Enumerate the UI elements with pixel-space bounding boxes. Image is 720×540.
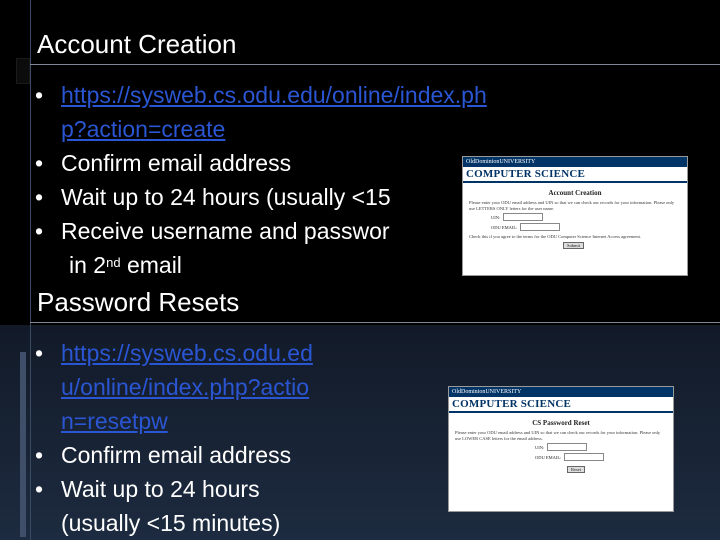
list-item	[35, 472, 313, 540]
uin-row: UIN:	[535, 443, 673, 451]
bullet-icon: •	[35, 476, 44, 502]
form-instructions: Please enter your ODU email address and UIN so that we can check our records for your information. Please only use LOWER CASE letters for the email address.	[455, 430, 661, 441]
uin-field	[547, 443, 587, 451]
list-item	[35, 180, 487, 214]
submit-row	[563, 242, 687, 249]
account-creation-list	[35, 78, 487, 282]
submit-row	[567, 466, 673, 473]
password-reset-screenshot	[448, 386, 674, 512]
form-heading: Account Creation	[548, 189, 602, 197]
account-create-link[interactable]: https://sysweb.cs.odu.edu/online/index.ph p?action=create	[61, 82, 487, 142]
list-item	[35, 438, 313, 472]
bullet-icon: •	[35, 184, 44, 210]
agreement-text: Check this if you agree to the terms for the ODU Computer Science Internet Access agreement.	[469, 234, 641, 239]
submit-button: Submit	[563, 242, 584, 249]
university-banner: OldDominionUNIVERSITY	[449, 387, 673, 397]
bullet-continuation: (usually <15 minutes)	[61, 510, 281, 536]
email-field	[520, 223, 560, 231]
vertical-divider	[30, 0, 31, 540]
email-field	[564, 453, 604, 461]
section-title-password-resets: Password Resets	[37, 287, 240, 317]
bullet-text: Receive username and passwor	[61, 218, 390, 244]
bullet-text: Confirm email address	[61, 150, 292, 176]
department-banner: COMPUTER SCIENCE	[449, 397, 673, 413]
title-underline	[30, 64, 720, 65]
university-banner: OldDominionUNIVERSITY	[463, 157, 687, 167]
section-title-account-creation: Account Creation	[37, 29, 237, 59]
department-banner: COMPUTER SCIENCE	[463, 167, 687, 183]
title-underline	[30, 322, 720, 323]
form-heading: CS Password Reset	[532, 419, 590, 427]
accent-square	[16, 58, 30, 84]
account-creation-screenshot	[462, 156, 688, 276]
bullet-continuation: in 2nd email	[69, 252, 182, 278]
email-row: ODU EMAIL:	[491, 223, 687, 231]
list-item	[35, 146, 487, 180]
email-row: ODU EMAIL:	[535, 453, 673, 461]
password-reset-link[interactable]: https://sysweb.cs.odu.ed u/online/index.php?actio n=resetpw	[61, 340, 313, 434]
list-item	[35, 336, 313, 438]
uin-row: UIN:	[491, 213, 687, 221]
reset-button: Reset	[567, 466, 585, 473]
bullet-text: Wait up to 24 hours	[61, 476, 260, 502]
form-instructions: Please enter your ODU email address and UIN so that we can check our records for your information. Please only use LETTERS ONLY letters for the user name.	[469, 200, 675, 211]
accent-bar	[20, 352, 26, 537]
bullet-icon: •	[35, 150, 44, 176]
bullet-icon: •	[35, 340, 44, 366]
bullet-icon: •	[35, 82, 44, 108]
bullet-text: Wait up to 24 hours (usually <15	[61, 184, 391, 210]
list-item	[35, 214, 487, 282]
password-reset-list	[35, 336, 313, 540]
uin-field	[503, 213, 543, 221]
bullet-text: Confirm email address	[61, 442, 292, 468]
bullet-icon: •	[35, 218, 44, 244]
bullet-icon: •	[35, 442, 44, 468]
list-item	[35, 78, 487, 146]
